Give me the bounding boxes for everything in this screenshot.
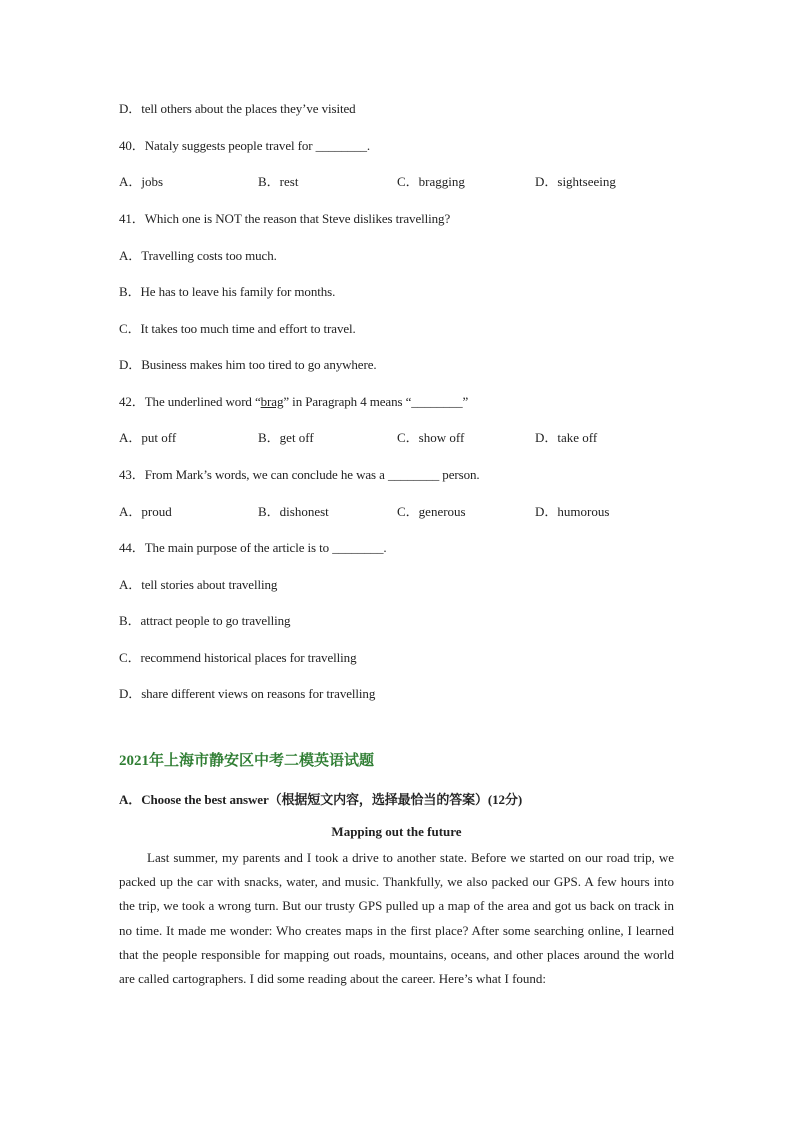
question-43-option-a: A．proud <box>119 504 172 519</box>
question-41-stem: 41．Which one is NOT the reason that Steve dislikes travelling? <box>119 211 451 226</box>
question-40-option-b: B．rest <box>258 174 299 189</box>
question-42-option-a: A．put off <box>119 430 177 445</box>
question-42-stem-before: 42．The underlined word “ <box>119 394 261 409</box>
article-paragraph: Last summer, my parents and I took a drive to another state. Before we started on our road trip, we packed up the car with snacks, water, and music. Thankfully, we also packed our GPS. A few hours into the trip, we took a wrong turn. But our trusty GPS pulled up a map of the area and got us back on track in no time. It made me wonder: Who creates maps in the first place? After some searching online, I learned that the people responsible for mapping out roads, mountains, oceans, and other places around the world are called cartographers. I did some reading about the career. Here’s what I found: <box>119 850 674 987</box>
question-44-option-b: B．attract people to go travelling <box>119 613 291 628</box>
question-43-option-b: B．dishonest <box>258 504 329 519</box>
article-title: Mapping out the future <box>331 824 462 839</box>
question-41-option-c: C．It takes too much time and effort to travel. <box>119 321 356 336</box>
question-39-option-d: D．tell others about the places they’ve visited <box>119 101 356 116</box>
question-44-option-a: A．tell stories about travelling <box>119 577 278 592</box>
question-40-stem: 40．Nataly suggests people travel for ________. <box>119 138 371 153</box>
question-41-option-a: A．Travelling costs too much. <box>119 248 277 263</box>
question-42-stem-after: ” in Paragraph 4 means “________” <box>283 394 469 409</box>
question-41-option-d: D．Business makes him too tired to go anywhere. <box>119 357 377 372</box>
question-43-option-d: D．humorous <box>535 504 610 519</box>
question-42-option-d: D．take off <box>535 430 598 445</box>
question-42-option-c: C．show off <box>397 430 465 445</box>
question-42-stem <box>119 394 468 410</box>
underlined-word: brag <box>260 394 284 409</box>
question-44-stem: 44．The main purpose of the article is to ________. <box>119 540 387 555</box>
section-title: 2021年上海市静安区中考二模英语试题 <box>119 753 375 769</box>
question-40-option-c: C．bragging <box>397 174 465 189</box>
question-44-option-c: C．recommend historical places for travelling <box>119 650 357 665</box>
question-40-option-d: D．sightseeing <box>535 174 616 189</box>
question-42-option-b: B．get off <box>258 430 314 445</box>
section-instruction: A．Choose the best answer（根据短文内容，选择最恰当的答案）(12分) <box>119 792 523 807</box>
question-40-option-a: A．jobs <box>119 174 164 189</box>
question-43-stem: 43．From Mark’s words, we can conclude he was a ________ person. <box>119 467 480 482</box>
question-43-option-c: C．generous <box>397 504 466 519</box>
question-44-option-d: D．share different views on reasons for travelling <box>119 686 376 701</box>
question-41-option-b: B．He has to leave his family for months. <box>119 284 336 299</box>
